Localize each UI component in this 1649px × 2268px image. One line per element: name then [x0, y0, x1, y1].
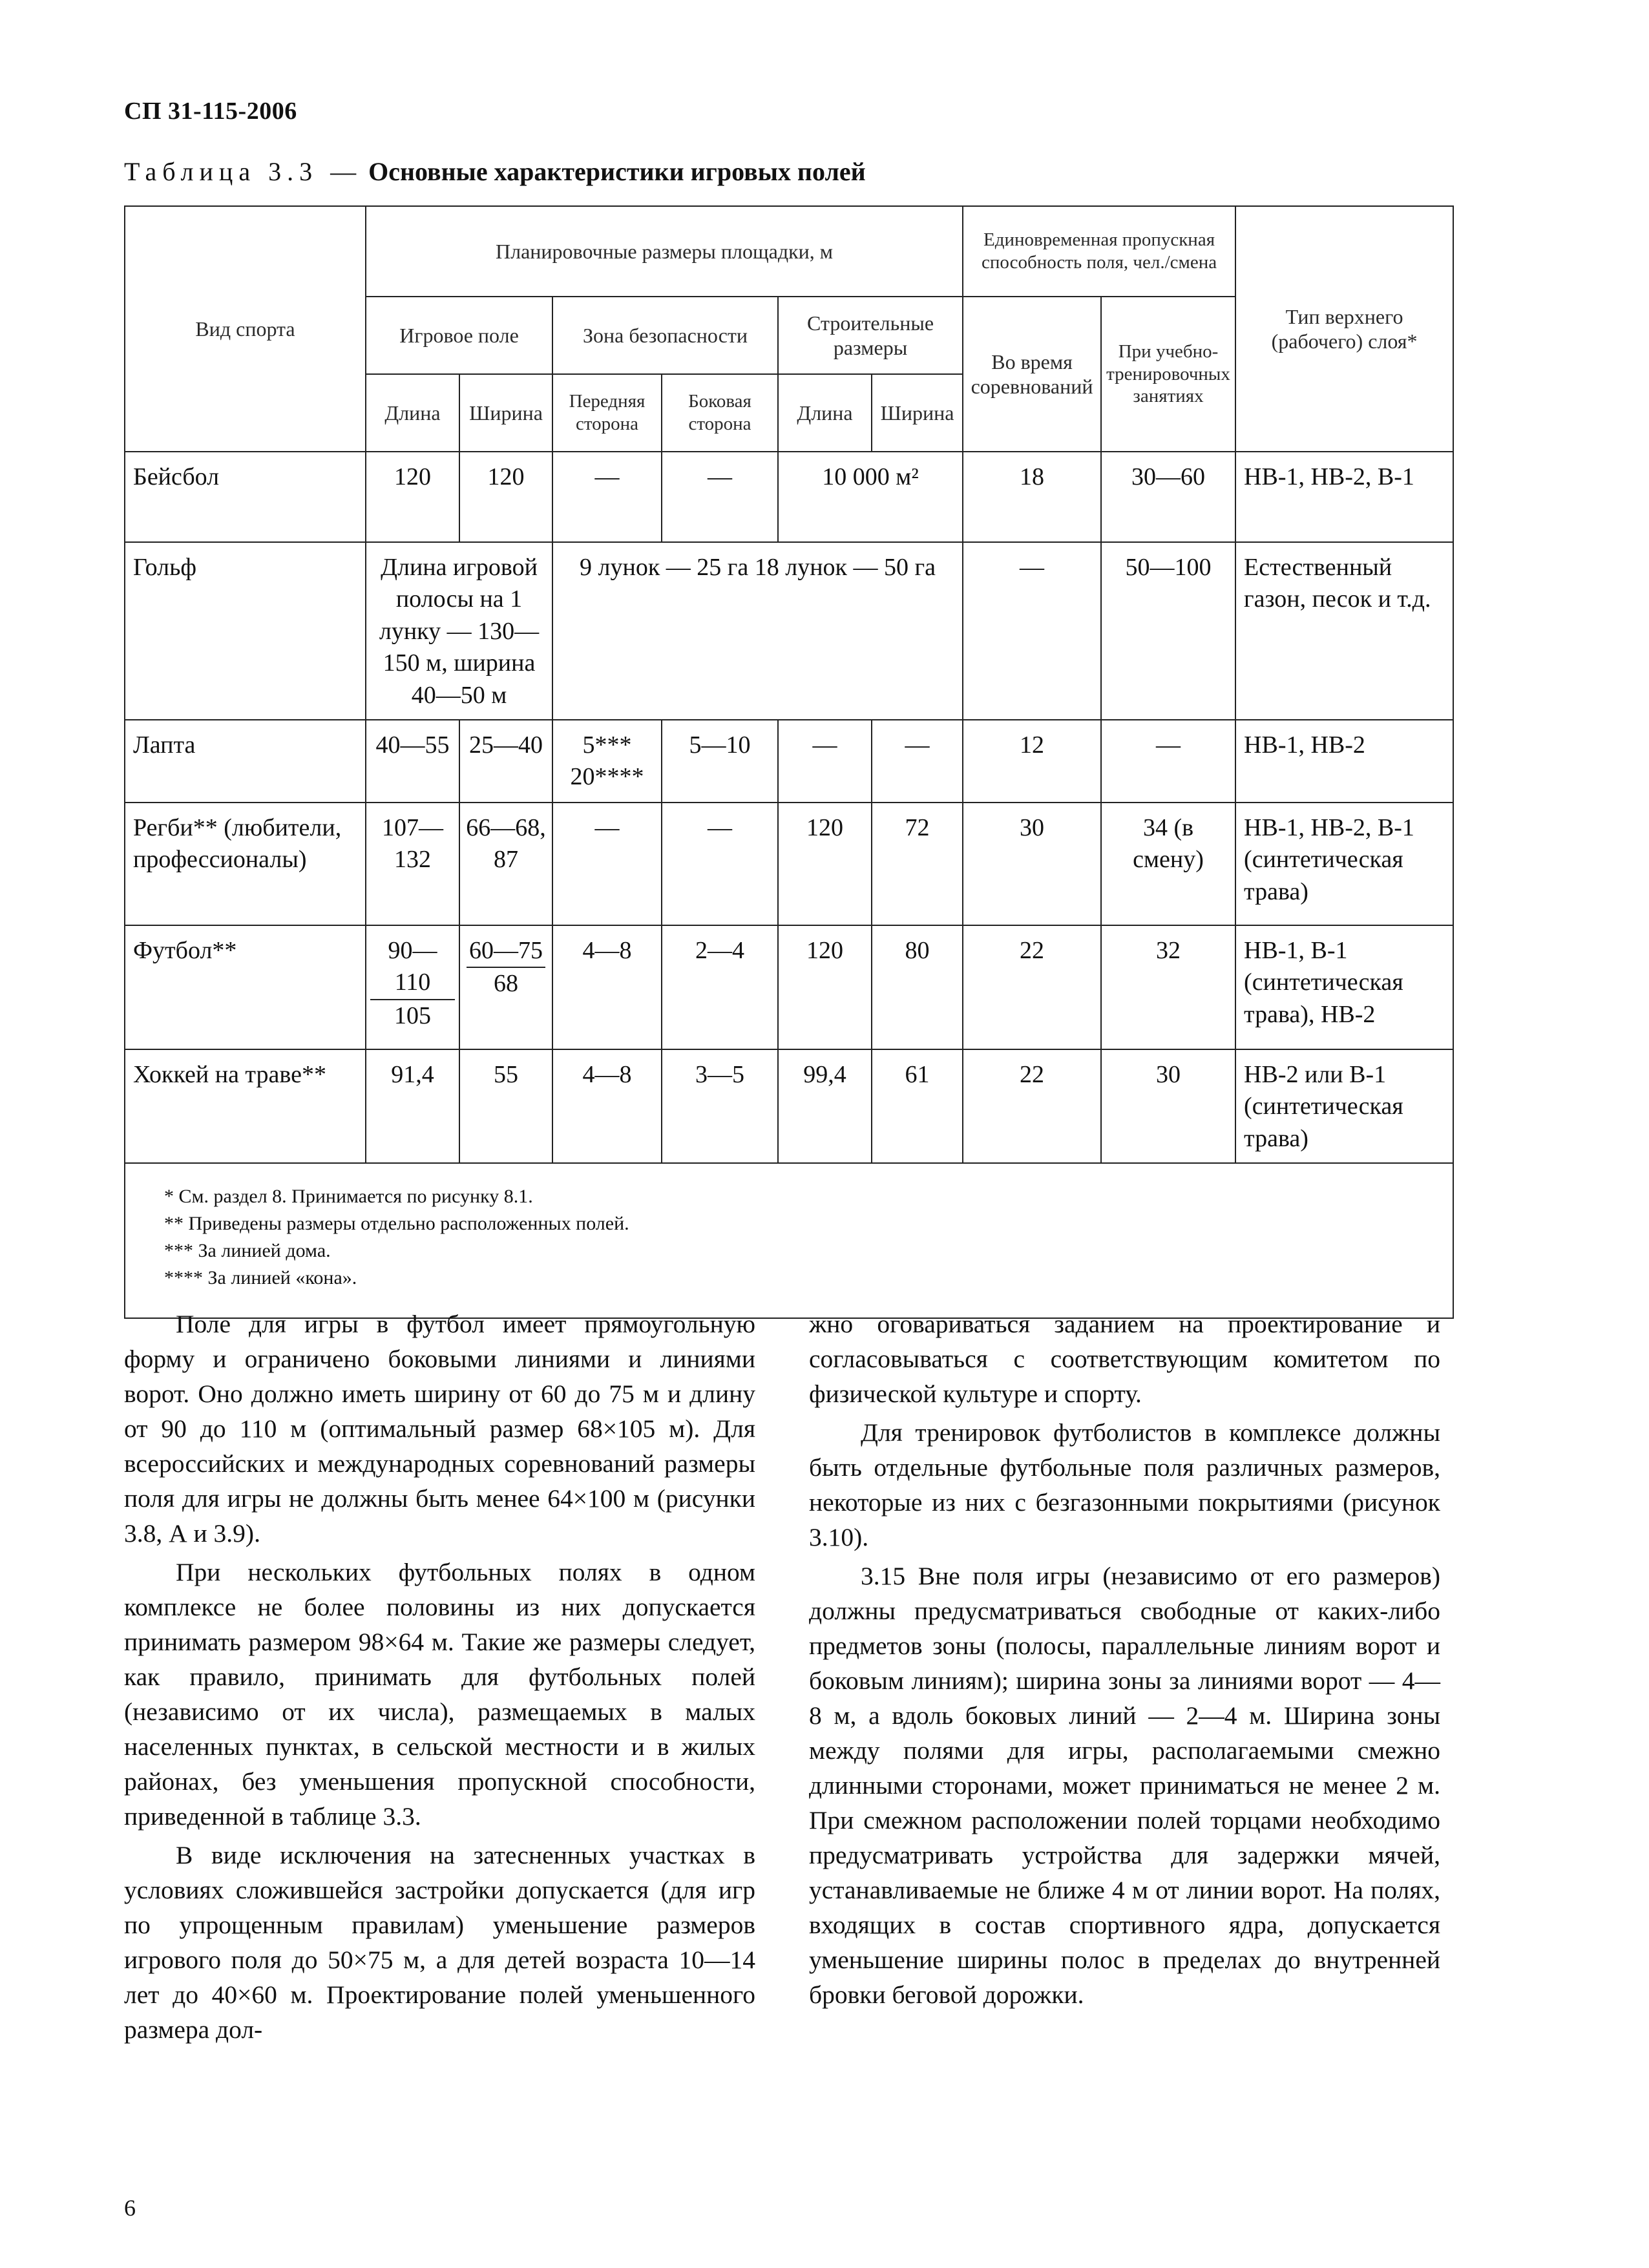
- cell-sport: Гольф: [125, 542, 366, 720]
- cell-training: —: [1101, 720, 1235, 803]
- cell-surface: НВ-1, В-1 (синтетическая трава), НВ-2: [1235, 925, 1453, 1049]
- cell-zone-front: —: [552, 452, 662, 542]
- zone-front-kon: 20****: [570, 763, 644, 791]
- text-column-left: [124, 1307, 755, 2051]
- table-row-hockey: [125, 1049, 1453, 1163]
- table-name: Основные характеристики игровых полей: [368, 157, 866, 186]
- zone-front-home: 5***: [582, 731, 632, 759]
- table-3-3: [124, 205, 1453, 1319]
- cell-field-length: 40—55: [366, 720, 459, 803]
- paragraph: 3.15 Вне поля игры (независимо от его размеров) должны предусматриваться свободные от каких-либо предметов зоны (полосы, параллельные линиям ворот и боковым линиям); ширина зоны за линиями ворот — 4—8 м, а вдоль боковых линий — 2—4 м. Ширина зоны между полями для игры, располагаемыми смежно длинными сторонами, может приниматься не менее 2 м. При смежном расположении полей торцами необходимо предусматривать устройства для задержки мячей, устанавливаемые не ближе 4 м от линии ворот. На полях, входящих в состав спортивного ядра, допускается уменьшение ширины полос в пределах до внутренней бровки беговой дорожки.: [809, 1562, 1440, 2009]
- header-field-length: Длина: [366, 374, 459, 452]
- cell-training: 50—100: [1101, 542, 1235, 720]
- table-notes-row: [125, 1163, 1453, 1318]
- field-width-fraction: [467, 935, 545, 1000]
- cell-surface: НВ-1, НВ-2, В-1 (синтетическая трава): [1235, 803, 1453, 925]
- field-length-fraction: [370, 935, 455, 1032]
- cell-field-length: [366, 925, 459, 1049]
- cell-constr-width: 72: [872, 803, 963, 925]
- cell-surface: НВ-2 или В-1 (синтетическая трава): [1235, 1049, 1453, 1163]
- table-row-golf: [125, 542, 1453, 720]
- cell-competition: 22: [963, 925, 1101, 1049]
- paragraph: Для тренировок футболистов в комплексе должны быть отдельные футбольные поля различных размеров, некоторые из них с безгазонными покрытиями (рисунок 3.10).: [809, 1418, 1440, 1551]
- footnote: ** Приведены размеры отдельно расположенных полей.: [164, 1213, 629, 1235]
- header-field-width: Ширина: [459, 374, 552, 452]
- table-number: Таблица 3.3 —: [124, 157, 362, 186]
- document-code: СП 31-115-2006: [124, 98, 297, 125]
- cell-zone-front: [552, 720, 662, 803]
- cell-training: 32: [1101, 925, 1235, 1049]
- cell-sport: Лапта: [125, 720, 366, 803]
- cell-constr-width: 80: [872, 925, 963, 1049]
- cell-constr-length: 99,4: [778, 1049, 872, 1163]
- field-length-optimal: 105: [394, 1002, 431, 1029]
- table-notes: [125, 1163, 1453, 1318]
- cell-field-length: 107—132: [366, 803, 459, 925]
- cell-training: 30: [1101, 1049, 1235, 1163]
- header-surface: Тип верхнего (рабочего) слоя*: [1235, 206, 1453, 452]
- paragraph: При нескольких футбольных полях в одном комплексе не более половины из них допускается принимать размером 98×64 м. Такие же размеры следует, как правило, принимать для футбольных полей (независимо от их числа), размещаемых в малых населенных пунктах, в сельской местности и в жилых районах, без уменьшения пропускной способности, приведенной в таблице 3.3.: [124, 1558, 755, 1831]
- cell-constr-length: 120: [778, 925, 872, 1049]
- cell-field-width: 25—40: [459, 720, 552, 803]
- table-row-rugby: [125, 803, 1453, 925]
- header-safety-zone: Зона безопасности: [552, 297, 778, 374]
- header-constr-length: Длина: [778, 374, 872, 452]
- cell-competition: —: [963, 542, 1101, 720]
- cell-competition: 12: [963, 720, 1101, 803]
- cell-zone-side: —: [662, 803, 778, 925]
- header-planning: Планировочные размеры площадки, м: [366, 206, 963, 297]
- cell-competition: 22: [963, 1049, 1101, 1163]
- cell-zone-front: 4—8: [552, 1049, 662, 1163]
- table-title: [124, 156, 866, 187]
- table-row-baseball: [125, 452, 1453, 542]
- cell-field-width: 66—68, 87: [459, 803, 552, 925]
- header-capacity: Единовременная пропускная способность поля, чел./смена: [963, 206, 1235, 297]
- cell-surface: НВ-1, НВ-2: [1235, 720, 1453, 803]
- cell-competition: 18: [963, 452, 1101, 542]
- cell-sport: Бейсбол: [125, 452, 366, 542]
- cell-zone-front: 4—8: [552, 925, 662, 1049]
- cell-sport: Футбол**: [125, 925, 366, 1049]
- header-training: При учебно-тренировочных занятиях: [1101, 297, 1235, 452]
- page-number: 6: [124, 2195, 136, 2221]
- header-constr-width: Ширина: [872, 374, 963, 452]
- cell-field-length: 120: [366, 452, 459, 542]
- cell-zone-side: 2—4: [662, 925, 778, 1049]
- cell-sport: Хоккей на траве**: [125, 1049, 366, 1163]
- cell-zone-side: 3—5: [662, 1049, 778, 1163]
- header-playing-field: Игровое поле: [366, 297, 552, 374]
- field-width-optimal: 68: [494, 970, 518, 998]
- paragraph-continuation: жно оговариваться заданием на проектирование и согласовываться с соответствующим комитетом по физической культуре и спорту.: [809, 1310, 1440, 1408]
- field-length-range: 90—110: [370, 935, 455, 1000]
- cell-zone-side: —: [662, 452, 778, 542]
- cell-surface: Естественный газон, песок и т.д.: [1235, 542, 1453, 720]
- cell-field-length: 91,4: [366, 1049, 459, 1163]
- cell-construction: 10 000 м²: [778, 452, 963, 542]
- cell-constr-width: —: [872, 720, 963, 803]
- cell-training: 34 (в смену): [1101, 803, 1235, 925]
- header-competition: Во время соревнований: [963, 297, 1101, 452]
- paragraph: В виде исключения на затесненных участках в условиях сложившейся застройки допускается (для игр по упрощенным правилам) уменьшение размеров игрового поля до 50×75 м, а для детей возраста 10—14 лет до 40×60 м. Проектирование полей уменьшенного размера дол-: [124, 1841, 755, 2044]
- footnote: **** За линией «кона».: [164, 1267, 357, 1289]
- footnote: * См. раздел 8. Принимается по рисунку 8.1.: [164, 1186, 533, 1208]
- header-front-side: Передняя сторона: [552, 374, 662, 452]
- paragraph: Поле для игры в футбол имеет прямоугольную форму и ограничено боковыми линиями и линиями ворот. Оно должно иметь ширину от 60 до 75 м и длину от 90 до 110 м (оптимальный размер 68×105 м). Для всероссийских и международных соревнований размеры поля для игры не должны быть менее 64×100 м (рисунки 3.8, А и 3.9).: [124, 1310, 755, 1548]
- cell-constr-length: 120: [778, 803, 872, 925]
- cell-field-width: 55: [459, 1049, 552, 1163]
- cell-zone-side: 5—10: [662, 720, 778, 803]
- cell-field-width: [459, 925, 552, 1049]
- cell-constr-length: —: [778, 720, 872, 803]
- cell-competition: 30: [963, 803, 1101, 925]
- cell-area-golf: 9 лунок — 25 га 18 лунок — 50 га: [552, 542, 963, 720]
- footnote: *** За линией дома.: [164, 1240, 331, 1262]
- table-row-football: [125, 925, 1453, 1049]
- text-column-right: [809, 1307, 1440, 2016]
- table-row-lapta: [125, 720, 1453, 803]
- cell-zone-front: —: [552, 803, 662, 925]
- header-construction: Строительные размеры: [778, 297, 963, 374]
- cell-sport: Регби** (любители, профессионалы): [125, 803, 366, 925]
- cell-field-width: 120: [459, 452, 552, 542]
- cell-surface: НВ-1, НВ-2, В-1: [1235, 452, 1453, 542]
- header-sport: Вид спорта: [125, 206, 366, 452]
- cell-constr-width: 61: [872, 1049, 963, 1163]
- cell-field-golf: Длина игровой полосы на 1 лунку — 130—150 м, ширина 40—50 м: [366, 542, 552, 720]
- header-lateral-side: Боковая сторона: [662, 374, 778, 452]
- cell-training: 30—60: [1101, 452, 1235, 542]
- field-width-range: 60—75: [467, 935, 545, 968]
